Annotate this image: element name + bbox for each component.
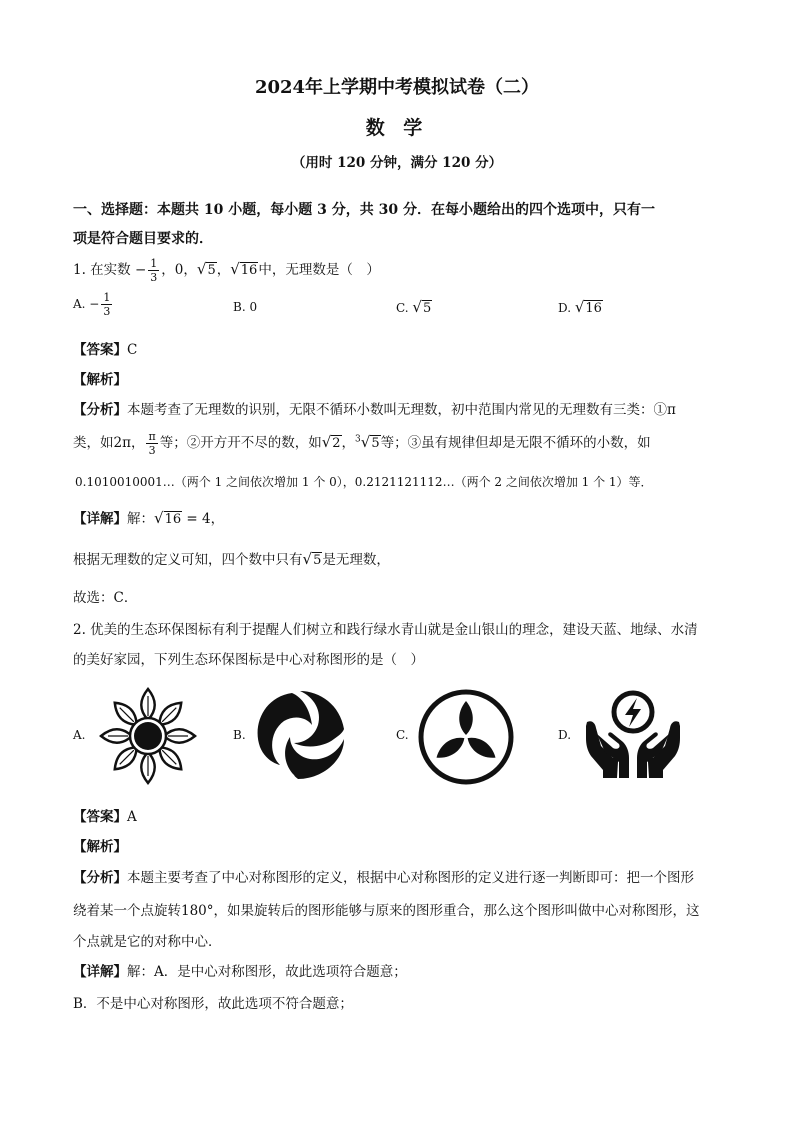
q1-xiangjie: 【详解】解：√16 = 4， <box>73 509 225 527</box>
q1-choose: 故选：C． <box>73 590 138 606</box>
swirl-icon[interactable] <box>252 690 348 780</box>
q1-number: 1. 在实数 <box>73 262 131 278</box>
q2-fenxi-line3: 个点就是它的对称中心． <box>73 934 222 950</box>
three-leaf-circle-icon[interactable] <box>417 688 515 786</box>
q2-fenxi-line1: 【分析】本题主要考查了中心对称图形的定义，根据中心对称图形的定义进行逐一判断即可：把一个图形 <box>73 870 694 886</box>
q1-answer: 【答案】C <box>73 342 138 358</box>
q2-option-b-label[interactable]: B. <box>233 728 246 742</box>
section-heading-line1: 一、选择题：本题共 10 小题，每小题 3 分，共 30 分．在每小题给出的四个选项中，只有一 <box>73 202 655 218</box>
q1-sep1: ，0， <box>161 262 197 278</box>
q1-option-a[interactable]: A. − $\frac{1}{3}$ <box>73 291 111 318</box>
q1-fenxi-line1: 【分析】本题考查了无理数的识别，无限不循环小数叫无理数，初中范围内常见的无理数有三类：①π <box>73 402 676 418</box>
q2-fenxi-line2: 绕着某一个点旋转180°，如果旋转后的图形能够与原来的图形重合，那么这个图形叫做中心对称图形，这 <box>73 903 700 919</box>
q2-xiangjie-line1: 【详解】解：A．是中心对称图形，故此选项符合题意； <box>73 964 407 980</box>
q2-option-a-label[interactable]: A. <box>73 728 86 742</box>
exam-title: 2024年上学期中考模拟试卷（二） <box>254 77 540 98</box>
q1-fenxi-line3: 0.1010010001…（两个 1 之间依次增加 1 个 0），0.2121121112…（两个 2 之间依次增加 1 个 1）等． <box>75 475 653 489</box>
section-heading-line2: 项是符合题目要求的． <box>73 231 213 247</box>
q2-xiangjie-line2: B．不是中心对称图形，故此选项不符合题意； <box>73 996 353 1012</box>
q1-sqrt16: √16 <box>230 260 258 278</box>
q1-stem: 1. 在实数 − $\frac{1}{3}$ ，0，√5，√16中，无理数是（ ） <box>73 257 380 284</box>
hands-energy-icon[interactable] <box>583 686 683 782</box>
q2-option-c-label[interactable]: C. <box>396 728 409 742</box>
flower-icon[interactable] <box>98 686 198 786</box>
q2-stem-line1: 2. 优美的生态环保图标有利于提醒人们树立和践行绿水青山就是金山银山的理念，建设天蓝、地绿、水清 <box>73 622 698 638</box>
q1-fenxi-line2: 类，如2π， $\frac{\pi}{3}$ 等；②开方开不尽的数，如√2，$^3$√5等；③虽有规律但却是无限不循环的小数，如 <box>73 430 651 457</box>
q1-neg-frac: − $\frac{1}{3}$ <box>134 257 158 284</box>
q1-sqrt5: √5 <box>196 260 216 278</box>
q2-analysis-tag: 【解析】 <box>73 839 127 855</box>
q1-option-c[interactable]: C. √5 <box>396 298 432 316</box>
subject-title: 数 学 <box>365 117 429 139</box>
q1-analysis-tag: 【解析】 <box>73 372 127 388</box>
q1-option-b[interactable]: B. 0 <box>233 300 258 314</box>
q1-option-d[interactable]: D. √16 <box>558 298 602 316</box>
q2-option-d-label[interactable]: D. <box>558 728 572 742</box>
q1-conclusion: 根据无理数的定义可知，四个数中只有√5是无理数， <box>73 550 390 568</box>
time-note: （用时 120 分钟，满分 120 分） <box>291 155 503 171</box>
q2-answer: 【答案】A <box>73 809 137 825</box>
q2-stem-line2: 的美好家园，下列生态环保图标是中心对称图形的是（ ） <box>73 652 424 668</box>
